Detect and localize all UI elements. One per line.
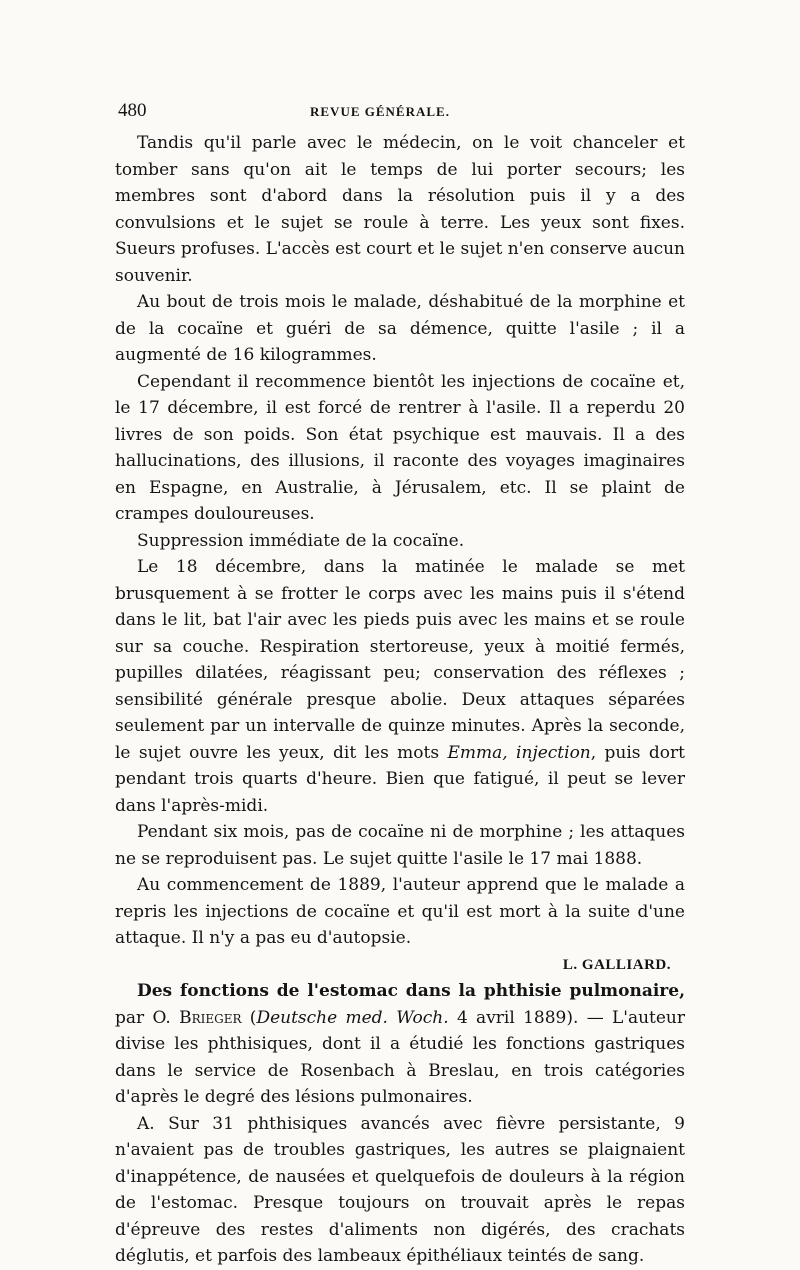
review-citation: 4 avril 1889). —	[448, 1007, 612, 1028]
page-header	[118, 100, 686, 126]
article-body	[115, 130, 685, 1270]
author-signature: L. GALLIARD.	[562, 956, 671, 973]
paragraph-outcome: Au commencement de 1889, l'auteur apprend que le malade a repris les injections de cocaïne et qu'il est mort à la suite d'une attaque. Il n'y a pas eu d'autopsie.	[115, 875, 685, 948]
review-intro: L'auteur divise les phthisiques, dont il a étudié les fonctions gastriques dans le service de Rosenbach à Breslau, en trois catégories d'après le degré des lésions pulmonaires.	[115, 1007, 685, 1107]
paragraph-category-a: A. Sur 31 phthisiques avancés avec fièvre persistante, 9 n'avaient pas de troubles gastriques, les autres se plaignaient d'inappétence, de nausées et quelquefois de douleurs à la région de l'estomac. Presque toujours on trouvait après le repas d'épreuve des restes d'aliments non digérés, des crachats déglutis, et parfois des lambeaux épithéliaux teintés de sang.	[115, 1113, 685, 1266]
spoken-words: Emma, injection	[447, 742, 591, 763]
attack-text-end: , puis dort pendant trois quarts d'heure. Bien que fatigué, il peut se lever dans l'après-midi.	[115, 742, 685, 816]
review-journal: Deutsche med. Woch.	[256, 1007, 449, 1028]
paragraph-collapse: Tandis qu'il parle avec le médecin, on le voit chanceler et tomber sans qu'on ait le temps de lui porter secours; les membres sont d'abord dans la résolution puis il y a des convulsions et le sujet se roule à terre. Les yeux sont fixes. Sueurs profuses. L'accès est court et le sujet n'en conserve aucun souvenir.	[115, 133, 685, 286]
paragraph-relapse: Cependant il recommence bientôt les injections de cocaïne et, le 17 décembre, il est forcé de rentrer à l'asile. Il a reperdu 20 livres de son poids. Son état psychique est mauvais. Il a des hallucinations, des illusions, il raconte des voyages imaginaires en Espagne, en Australie, à Jérusalem, etc. Il se plaint de crampes douloureuses.	[115, 371, 685, 524]
paragraph-attack	[115, 554, 685, 819]
attack-text-start: Le 18 décembre, dans la matinée le malade se met brusquement à se frotter le corps avec les mains puis il s'étend dans le lit, bat l'air avec les pieds puis avec les mains et se roule sur sa couche. Respiration stertoreuse, yeux à moitié fermés, pupilles dilatées, réagissant peu; conservation des réflexes ; sensibilité générale presque abolie. Deux attaques séparées seulement par un intervalle de quinze minutes. Après la seconde, le sujet ouvre les yeux, dit les mots	[115, 557, 685, 763]
running-head: REVUE GÉNÉRALE.	[310, 104, 450, 119]
review-by: par O.	[115, 1007, 180, 1028]
paragraph-six-months: Pendant six mois, pas de cocaïne ni de morphine ; les attaques ne se reproduisent pas. Le sujet quitte l'asile le 17 mai 1888.	[115, 822, 685, 869]
page-number: 480	[118, 100, 147, 121]
paragraph-recovery: Au bout de trois mois le malade, déshabitué de la morphine et de la cocaïne et guéri de sa démence, quitte l'asile ; il a augmenté de 16 kilogrammes.	[115, 292, 685, 365]
review-author: Brieger	[179, 1007, 242, 1028]
paragraph-suppression: Suppression immédiate de la cocaïne.	[137, 530, 465, 551]
review-heading-paragraph	[115, 978, 685, 1111]
review-open-paren: (	[241, 1007, 257, 1028]
review-title: Des fonctions de l'estomac dans la phthisie pulmonaire,	[137, 981, 685, 1001]
